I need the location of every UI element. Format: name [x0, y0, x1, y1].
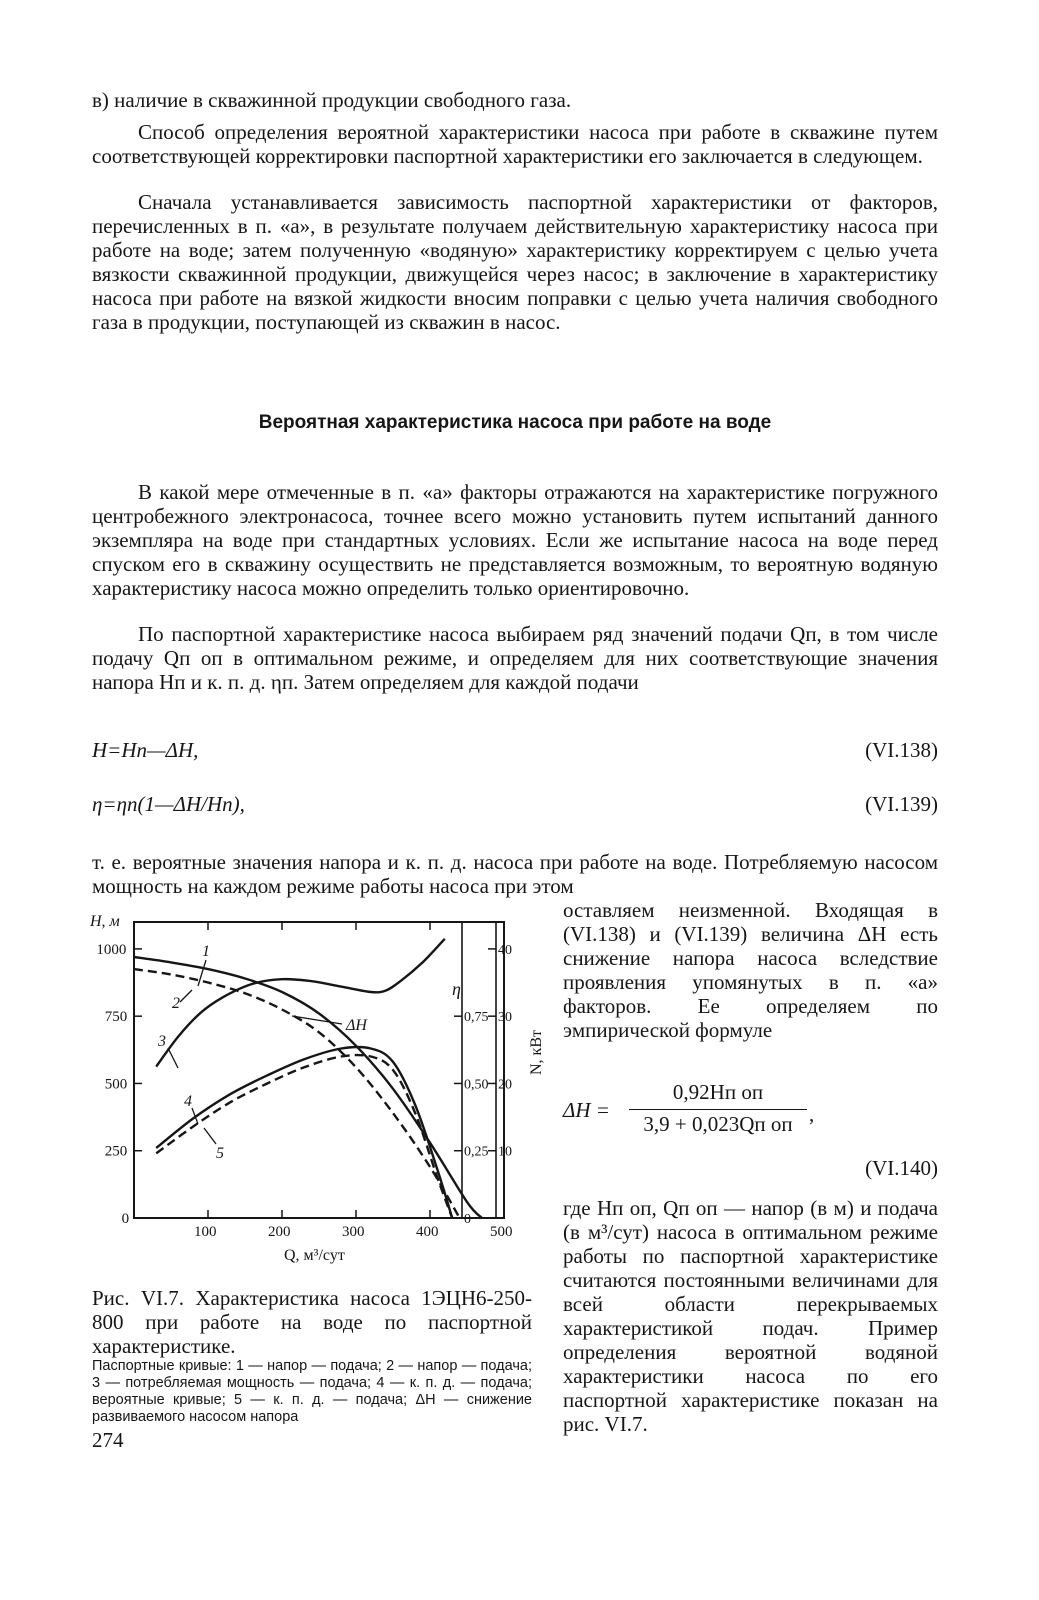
eta-tick-label: 0 — [464, 1212, 471, 1227]
eta-tick-label: 0,75 — [464, 1010, 489, 1026]
curve-leader-line — [204, 1128, 216, 1144]
curve-label: 3 — [158, 1033, 166, 1050]
x-tick-label: 200 — [268, 1224, 291, 1240]
n-tick-label: 10 — [498, 1144, 512, 1160]
curve-5 — [156, 1055, 452, 1218]
equation-vi-140-number: (VI.140) — [865, 1156, 938, 1180]
equation-vi-138-number: (VI.138) — [865, 738, 938, 762]
equation-vi-139-number: (VI.139) — [865, 792, 938, 816]
x-tick-label: 100 — [194, 1224, 217, 1240]
n-tick-label: 40 — [498, 942, 512, 958]
figure-caption-title: Рис. VI.7. Характеристика насоса 1ЭЦН6-250-800 при работе на воде по паспортной характеристике. — [92, 1286, 532, 1358]
paragraph-3: Сначала устанавливается зависимость паспортной характеристики от факторов, перечисленных в п. «а», в результате получаем действительную характеристику насоса при работе на воде; затем полученную «водяную» характеристику корректируем с целью учета вязкости скважинной продукции, движущейся через насос; в заключение в характеристику насоса при работе на вязкой жидкости вносим поправки с целью учета наличия свободного газа в продукции, поступающей из скважин в насос. — [92, 190, 938, 334]
right-column-text-1: оставляем неизменной. Входящая в (VI.138) и (VI.139) величина ΔH есть снижение напора насоса вследствие проявления упомянутых в п. «а» факторов. Ее определяем по эмпирической формуле — [563, 898, 938, 1042]
h-tick-label: 0 — [121, 1211, 130, 1227]
equation-vi-138-body: H=Hп—ΔH, — [92, 738, 199, 762]
page-number: 274 — [92, 1428, 124, 1452]
eta-tick-label: 0,50 — [464, 1077, 489, 1093]
section-heading: Вероятная характеристика насоса при работе на воде — [258, 412, 772, 433]
h-tick-label: 750 — [104, 1009, 128, 1026]
curves — [134, 939, 482, 1218]
figure-caption-notes: Паспортные кривые: 1 — напор — подача; 2 — напор — подача; 3 — потребляемая мощность — подача; 4 — к. п. д. — подача; вероятные кривые; 5 — к. п. д. — подача; ΔH — снижение развиваемого насосом напора — [92, 1358, 532, 1425]
y-axis-label-h: H, м — [90, 913, 120, 930]
equation-vi-139 — [92, 792, 938, 817]
x-axis-label: Q, м³/сут — [284, 1247, 345, 1264]
curve-label: 4 — [184, 1093, 192, 1110]
h-tick-label: 250 — [104, 1143, 128, 1160]
curve-label: 5 — [216, 1145, 224, 1162]
n-tick-label: 30 — [498, 1010, 512, 1026]
pump-characteristic-chart — [84, 910, 554, 1270]
n-tick-label: 20 — [498, 1077, 512, 1093]
curve-leader-line — [168, 1048, 178, 1068]
paragraph-2: Способ определения вероятной характеристики насоса при работе в скважине путем соответствующей корректировки паспортной характеристики его заключается в следующем. — [92, 120, 938, 168]
equation-vi-140-comma: , — [809, 1102, 815, 1126]
equation-vi-140-lhs: ΔH = — [563, 1098, 610, 1122]
equation-vi-138 — [92, 738, 938, 763]
h-tick-label: 1000 — [96, 941, 127, 958]
x-tick-label: 300 — [342, 1224, 365, 1240]
axis-ticks — [96, 922, 512, 1240]
h-tick-label: 500 — [104, 1076, 128, 1093]
paragraph-4: В какой мере отмеченные в п. «а» факторы отражаются на характеристике погружного центробежного электронасоса, точнее всего можно установить путем испытаний данного экземпляра на воде при стандартных условиях. Если же испытание насоса на воде перед спуском его в скважину осуществить не представляется возможным, то вероятную водяную характеристику насоса можно определить только ориентировочно. — [92, 480, 938, 600]
x-tick-label: 400 — [416, 1224, 439, 1240]
curve-label: ΔH — [346, 1017, 367, 1034]
equation-vi-140 — [563, 1080, 863, 1140]
equation-vi-140-numerator: 0,92Hп оп — [672, 1080, 764, 1104]
curve-4 — [156, 1047, 452, 1218]
x-tick-label: 500 — [490, 1224, 513, 1240]
equation-vi-140-denominator: 3,9 + 0,023Qп оп — [643, 1112, 793, 1136]
equation-vi-139-body: η=ηп(1—ΔH/Hп), — [92, 792, 245, 816]
paragraph-6: т. е. вероятные значения напора и к. п. д. насоса при работе на воде. Потребляемую насосом мощность на каждом режиме работы насоса при этом — [92, 850, 938, 898]
paragraph-5: По паспортной характеристике насоса выбираем ряд значений подачи Qп, в том числе подачу Qп оп в оптимальном режиме, и определяем для них соответствующие значения напора Hп и к. п. д. ηп. Затем определяем для каждой подачи — [92, 622, 938, 694]
right-column-text-2: где Hп оп, Qп оп — напор (в м) и подача (в м³/сут) насоса в оптимальном режиме работы по паспортной характеристике считаются постоянными величинами для всей области перекрываемых характеристикой подач. Пример определения вероятной водяной характеристики насоса по его паспортной характеристике показан на рис. VI.7. — [563, 1196, 938, 1436]
paragraph-1: в) наличие в скважинной продукции свободного газа. — [92, 88, 572, 112]
eta-tick-label: 0,25 — [464, 1144, 489, 1160]
curve-leader-line — [180, 990, 192, 1002]
y-axis-label-eta: η — [452, 979, 461, 999]
fraction-bar — [629, 1109, 807, 1110]
curve-label: 1 — [202, 943, 210, 960]
y-axis-label-n: N, кВт — [528, 1030, 545, 1075]
curve-label: 2 — [172, 995, 180, 1012]
